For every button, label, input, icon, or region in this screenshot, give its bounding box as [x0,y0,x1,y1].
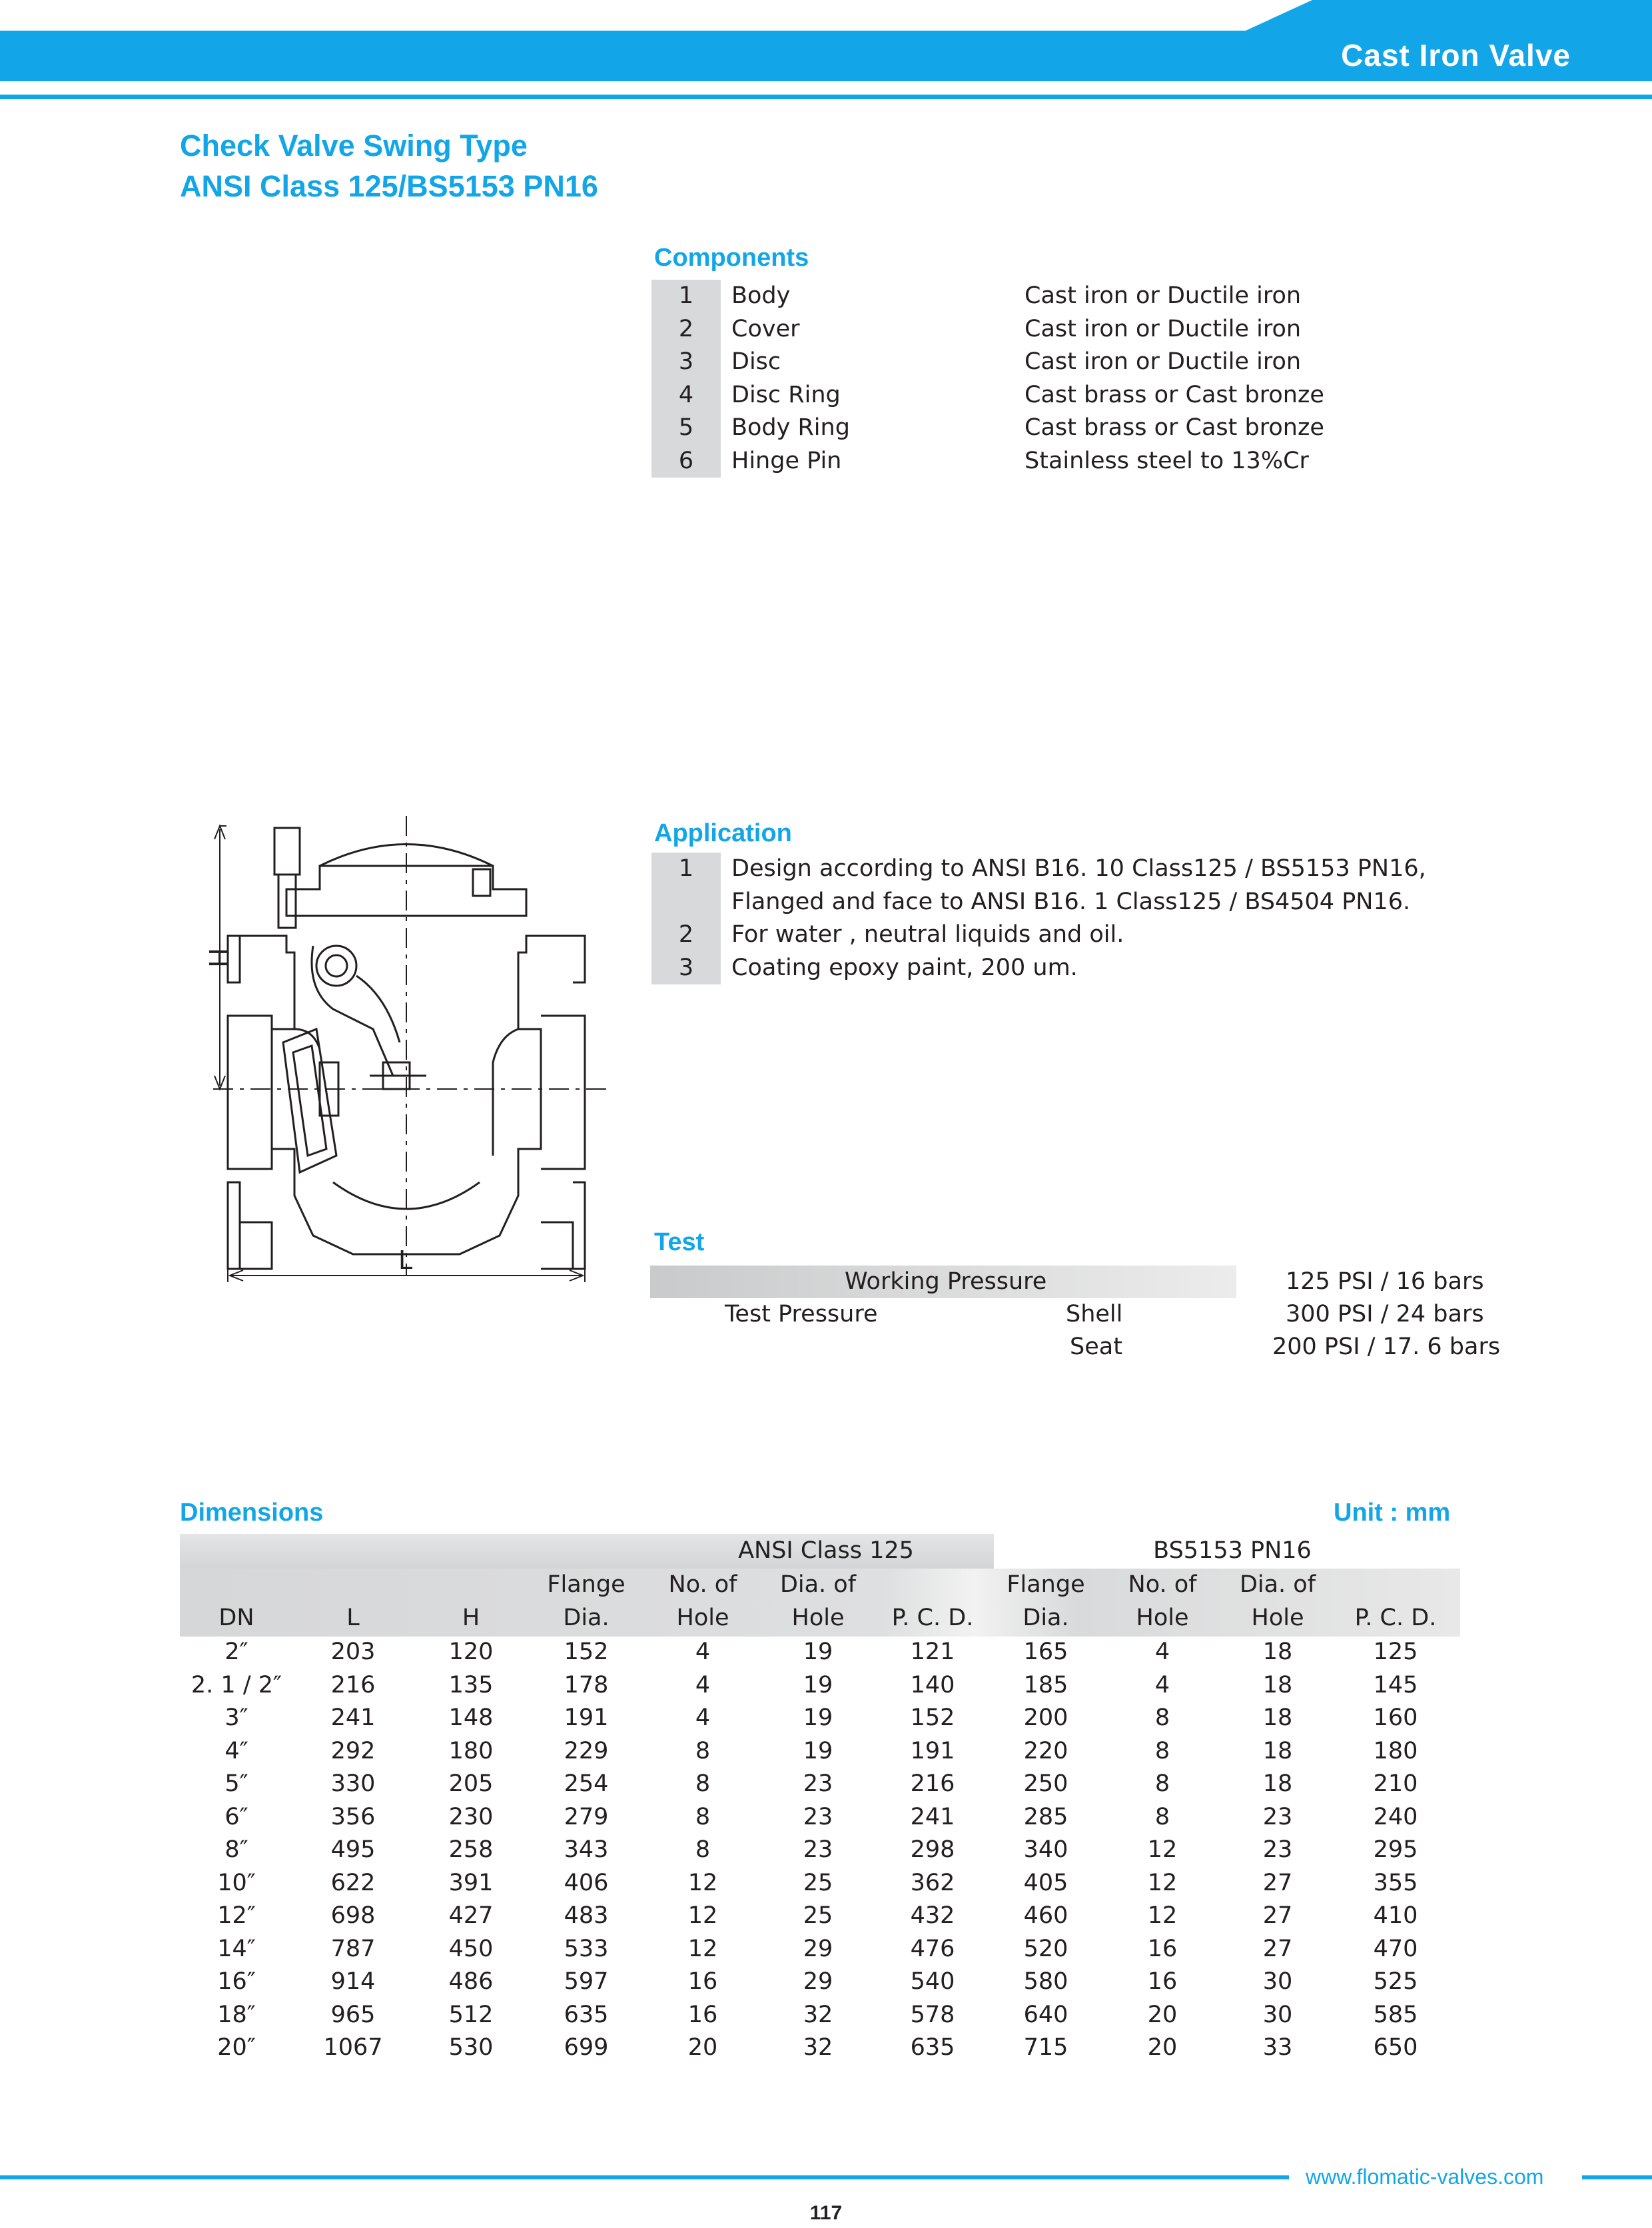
table-cell: 14″ [217,1935,256,1962]
table-cell: 29 [803,1968,833,1995]
table-cell: 298 [910,1836,955,1863]
table-cell: 16 [1147,1935,1178,1962]
component-material: Cast iron or Ductile iron [1025,348,1302,375]
test-shell-label: Shell [1066,1301,1123,1327]
table-cell: 32 [803,2034,833,2061]
table-cell: 8 [1154,1803,1170,1830]
application-text: Flanged and face to ANSI B16. 1 Class125 / BS4504 PN16. [731,888,1411,915]
table-cell: 16 [687,1968,718,1995]
table-cell: 33 [1262,2034,1293,2061]
table-cell: 19 [803,1671,833,1698]
component-material: Cast iron or Ductile iron [1025,282,1302,309]
table-cell: 200 [1023,1704,1068,1731]
column-header-top: No. of [1128,1571,1197,1598]
table-cell: 30 [1262,1968,1293,1995]
table-cell: 16 [1147,1968,1178,1995]
table-cell: 205 [448,1770,494,1797]
table-cell: 12″ [217,1902,256,1929]
valve-drawing [200,809,639,1289]
application-text: Coating epoxy paint, 200 um. [731,954,1078,981]
table-cell: 450 [448,1935,494,1962]
table-cell: 495 [330,1836,376,1863]
table-cell: 292 [330,1737,376,1764]
table-cell: 525 [1373,1968,1418,1995]
table-cell: 135 [448,1671,494,1698]
table-cell: 533 [564,1935,609,1962]
dimensions-group-ansi: ANSI Class 125 [738,1537,914,1564]
application-number: 3 [651,952,721,985]
table-cell: 787 [330,1935,376,1962]
header-notch [1246,0,1652,31]
table-cell: 191 [564,1704,609,1731]
component-name: Hinge Pin [731,447,842,474]
column-header: L [346,1605,360,1631]
table-cell: 25 [803,1869,833,1896]
column-header: P. C. D. [1354,1605,1437,1631]
table-cell: 216 [330,1671,376,1698]
table-cell: 250 [1023,1770,1068,1797]
table-cell: 10″ [217,1869,256,1896]
table-cell: 391 [448,1869,494,1896]
component-material: Cast brass or Cast bronze [1025,414,1324,441]
dimensions-heading: Dimensions [180,1499,324,1527]
table-cell: 405 [1023,1869,1068,1896]
table-cell: 241 [330,1704,376,1731]
table-cell: 356 [330,1803,376,1830]
table-cell: 406 [564,1869,609,1896]
table-cell: 410 [1373,1902,1418,1929]
table-cell: 432 [910,1902,955,1929]
table-cell: 476 [910,1935,955,1962]
component-name: Body [731,282,791,309]
table-cell: 597 [564,1968,609,1995]
column-header: DN [218,1605,254,1631]
table-cell: 8″ [224,1836,248,1863]
table-cell: 178 [564,1671,609,1698]
table-cell: 2. 1 / 2″ [191,1671,282,1698]
table-cell: 580 [1023,1968,1068,1995]
table-cell: 27 [1262,1902,1293,1929]
table-cell: 30 [1262,2001,1293,2028]
component-number: 3 [651,346,721,379]
table-cell: 698 [330,1902,376,1929]
product-subtitle: ANSI Class 125/BS5153 PN16 [180,169,598,203]
component-material: Cast brass or Cast bronze [1025,381,1324,408]
column-header: Hole [1251,1605,1304,1631]
table-cell: 230 [448,1803,494,1830]
table-cell: 355 [1373,1869,1418,1896]
table-cell: 3″ [224,1704,248,1731]
product-title: Check Valve Swing Type [180,129,528,163]
table-cell: 483 [564,1902,609,1929]
table-cell: 12 [687,1935,718,1962]
table-cell: 191 [910,1737,955,1764]
table-cell: 180 [448,1737,494,1764]
dimensions-unit: Unit : mm [1334,1499,1451,1527]
component-name: Disc Ring [731,381,841,408]
column-header-top: Flange [547,1571,625,1598]
header-rule [0,95,1652,99]
table-cell: 240 [1373,1803,1418,1830]
table-cell: 19 [803,1639,833,1665]
table-cell: 460 [1023,1902,1068,1929]
application-text: Design according to ANSI B16. 10 Class125 / BS5153 PN16, [731,855,1426,882]
drawing-label-l: L [398,1246,413,1275]
table-cell: 640 [1023,2001,1068,2028]
table-cell: 715 [1023,2034,1068,2061]
table-cell: 520 [1023,1935,1068,1962]
table-cell: 12 [687,1902,718,1929]
table-cell: 8 [1154,1770,1170,1797]
table-cell: 165 [1023,1639,1068,1665]
footer-url[interactable]: www.flomatic-valves.com [1306,2165,1544,2189]
column-header-top: Dia. of [779,1571,857,1598]
table-cell: 220 [1023,1737,1068,1764]
column-header: Hole [676,1605,729,1631]
table-cell: 530 [448,2034,494,2061]
component-name: Disc [731,348,781,375]
table-cell: 4 [695,1639,711,1665]
table-cell: 125 [1373,1639,1418,1665]
table-cell: 23 [1262,1836,1293,1863]
test-seat-value: 200 PSI / 17. 6 bars [1272,1333,1501,1360]
table-cell: 27 [1262,1935,1293,1962]
table-cell: 23 [803,1770,833,1797]
table-cell: 4 [1154,1671,1170,1698]
component-number: 2 [651,313,721,346]
table-cell: 6″ [224,1803,248,1830]
table-cell: 19 [803,1737,833,1764]
table-cell: 362 [910,1869,955,1896]
table-cell: 2″ [224,1639,248,1665]
column-header: P. C. D. [891,1605,974,1631]
table-cell: 20 [1147,2034,1178,2061]
table-cell: 585 [1373,2001,1418,2028]
application-number: 1 [651,853,721,886]
table-cell: 18 [1262,1639,1293,1665]
table-cell: 1067 [323,2034,383,2061]
table-cell: 160 [1373,1704,1418,1731]
component-material: Stainless steel to 13%Cr [1025,447,1309,474]
table-cell: 635 [564,2001,609,2028]
table-cell: 8 [695,1836,711,1863]
table-cell: 29 [803,1935,833,1962]
table-cell: 18″ [217,2001,256,2028]
table-cell: 23 [1262,1803,1293,1830]
drawing-label-h: H [203,948,233,968]
table-cell: 12 [1147,1869,1178,1896]
table-cell: 18 [1262,1671,1293,1698]
table-cell: 16 [687,2001,718,2028]
table-cell: 27 [1262,1869,1293,1896]
table-cell: 965 [330,2001,376,2028]
table-cell: 540 [910,1968,955,1995]
table-cell: 254 [564,1770,609,1797]
table-cell: 12 [687,1869,718,1896]
table-cell: 330 [330,1770,376,1797]
table-cell: 23 [803,1803,833,1830]
table-cell: 203 [330,1639,376,1665]
table-cell: 285 [1023,1803,1068,1830]
table-cell: 216 [910,1770,955,1797]
application-number [651,886,721,919]
column-header: H [462,1605,480,1631]
table-cell: 120 [448,1639,494,1665]
table-cell: 4 [1154,1639,1170,1665]
test-working-label: Working Pressure [845,1268,1047,1295]
column-header: Hole [791,1605,845,1631]
footer-rule-left [0,2175,1289,2179]
table-cell: 148 [448,1704,494,1731]
table-cell: 427 [448,1902,494,1929]
table-cell: 8 [695,1770,711,1797]
table-cell: 914 [330,1968,376,1995]
component-number: 4 [651,379,721,412]
component-material: Cast iron or Ductile iron [1025,315,1302,342]
table-cell: 650 [1373,2034,1418,2061]
table-cell: 343 [564,1836,609,1863]
table-cell: 578 [910,2001,955,2028]
table-cell: 12 [1147,1836,1178,1863]
header-title: Cast Iron Valve [1341,38,1571,73]
table-cell: 8 [695,1737,711,1764]
table-cell: 258 [448,1836,494,1863]
components-heading: Components [654,244,809,272]
table-cell: 12 [1147,1902,1178,1929]
table-cell: 152 [910,1704,955,1731]
application-number: 2 [651,919,721,952]
table-cell: 20″ [217,2034,256,2061]
table-cell: 622 [330,1869,376,1896]
table-cell: 18 [1262,1770,1293,1797]
component-name: Body Ring [731,414,850,441]
table-cell: 32 [803,2001,833,2028]
table-cell: 470 [1373,1935,1418,1962]
application-text: For water , neutral liquids and oil. [731,921,1124,948]
table-cell: 20 [1147,2001,1178,2028]
table-cell: 23 [803,1836,833,1863]
table-cell: 486 [448,1968,494,1995]
component-number: 5 [651,412,721,445]
table-cell: 8 [695,1803,711,1830]
table-cell: 4 [695,1704,711,1731]
table-cell: 512 [448,2001,494,2028]
table-cell: 8 [1154,1737,1170,1764]
table-cell: 8 [1154,1704,1170,1731]
column-header-top: Dia. of [1239,1571,1316,1598]
application-heading: Application [654,819,792,847]
table-cell: 20 [687,2034,718,2061]
column-header-top: Flange [1007,1571,1085,1598]
table-cell: 19 [803,1704,833,1731]
test-working-value: 125 PSI / 16 bars [1286,1268,1484,1295]
table-cell: 16″ [217,1968,256,1995]
table-cell: 4″ [224,1737,248,1764]
dimensions-group-bs: BS5153 PN16 [1153,1537,1312,1564]
table-cell: 635 [910,2034,955,2061]
test-seat-label: Seat [1070,1333,1122,1360]
table-cell: 5″ [224,1770,248,1797]
table-cell: 185 [1023,1671,1068,1698]
column-header: Dia. [1023,1605,1069,1631]
footer-rule-right [1582,2175,1652,2179]
table-cell: 180 [1373,1737,1418,1764]
table-cell: 295 [1373,1836,1418,1863]
table-cell: 279 [564,1803,609,1830]
test-pressure-label: Test Pressure [725,1301,878,1327]
table-cell: 145 [1373,1671,1418,1698]
table-cell: 25 [803,1902,833,1929]
column-header-top: No. of [668,1571,737,1598]
table-cell: 241 [910,1803,955,1830]
table-cell: 210 [1373,1770,1418,1797]
component-number: 1 [651,280,721,313]
page-number: 117 [809,2202,843,2224]
column-header: Dia. [563,1605,610,1631]
table-cell: 140 [910,1671,955,1698]
table-cell: 340 [1023,1836,1068,1863]
table-cell: 4 [695,1671,711,1698]
test-shell-value: 300 PSI / 24 bars [1286,1301,1484,1327]
table-cell: 18 [1262,1737,1293,1764]
table-cell: 18 [1262,1704,1293,1731]
component-number: 6 [651,445,721,478]
table-cell: 121 [910,1639,955,1665]
table-cell: 152 [564,1639,609,1665]
component-name: Cover [731,315,800,342]
column-header: Hole [1136,1605,1189,1631]
table-cell: 699 [564,2034,609,2061]
table-cell: 229 [564,1737,609,1764]
test-heading: Test [654,1228,705,1256]
